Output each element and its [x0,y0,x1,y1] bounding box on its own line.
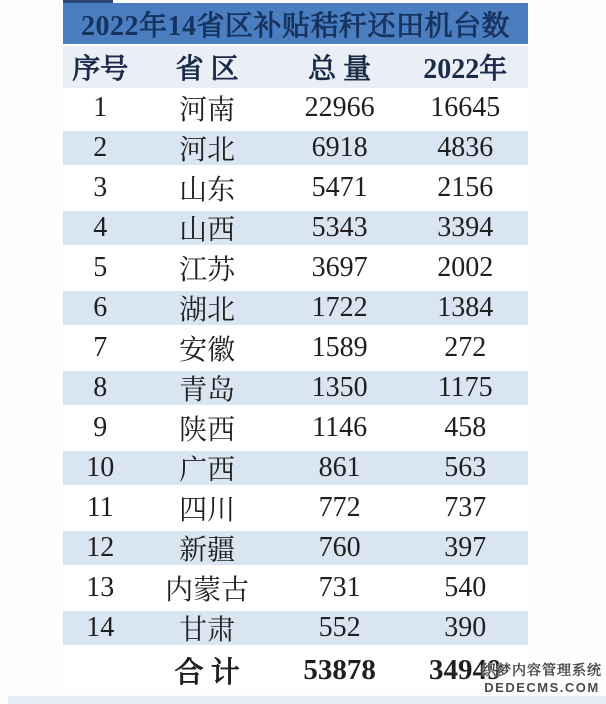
cell-province: 陕西 [179,415,236,446]
cell-province: 青岛 [179,375,236,406]
cell-province: 河南 [179,95,236,126]
cell-province: 安徽 [179,335,236,366]
cell-index: 14 [86,612,115,643]
cell-total: 1722 [311,292,368,323]
column-header-province: 省 区 [175,54,239,85]
cell-total: 552 [318,612,361,643]
cell-total: 3697 [311,252,368,283]
cell-2022: 563 [444,452,487,483]
cell-province: 甘肃 [179,615,236,646]
cell-2022: 272 [444,332,487,363]
table-row [63,528,528,568]
subsidy-table [63,3,528,692]
cell-total: 1146 [312,412,368,443]
cell-2022: 16645 [430,92,501,123]
table-row [63,248,528,288]
cell-2022: 397 [444,532,487,563]
cell-total: 6918 [311,132,368,163]
cell-index: 8 [93,372,108,403]
cell-index: 12 [86,532,115,563]
cell-province: 新疆 [179,535,236,566]
table-row [63,88,528,128]
table-title-text: 2022年14省区补贴秸秆还田机台数 [80,10,510,42]
cell-2022: 2002 [437,252,494,283]
watermark-site-text: DEDECMS.COM [484,679,600,695]
footer-cell-total: 53878 [303,653,376,686]
cell-2022: 458 [444,412,487,443]
cell-2022: 1384 [437,292,494,323]
cell-province: 广西 [179,455,236,486]
table-footer-row [63,648,528,692]
column-header-index: 序号 [72,54,129,85]
cell-province: 江苏 [179,255,236,286]
table-row [63,328,528,368]
cell-province: 内蒙古 [165,575,250,606]
cell-index: 9 [93,412,108,443]
cell-index: 5 [93,252,108,283]
cell-total: 1589 [311,332,368,363]
cell-total: 5471 [311,172,368,203]
cell-index: 11 [86,492,114,523]
cell-index: 3 [93,172,108,203]
bottom-edge-strip [8,696,606,704]
table-row [63,608,528,648]
cell-province: 湖北 [179,295,236,326]
table-row [63,208,528,248]
footer-cell-label: 合 计 [174,656,240,689]
table-row [63,128,528,168]
cell-2022: 540 [444,572,487,603]
table-row [63,488,528,528]
cell-total: 22966 [304,92,375,123]
table-row [63,568,528,608]
cell-total: 760 [318,532,361,563]
cell-total: 772 [318,492,361,523]
cell-2022: 737 [444,492,487,523]
cell-2022: 3394 [437,212,494,243]
footer-cell-2022: 34949 [428,653,502,686]
cell-province: 山东 [179,175,236,206]
cell-2022: 2156 [437,172,494,203]
cell-index: 2 [93,132,108,163]
column-header-2022: 2022年 [423,54,508,85]
cell-index: 7 [93,332,108,363]
table-row [63,168,528,208]
table-title [63,3,528,44]
cell-province: 河北 [179,135,236,166]
table-row [63,288,528,328]
column-header-total: 总 量 [308,54,372,85]
cell-index: 13 [86,572,115,603]
cell-2022: 390 [444,612,487,643]
cell-province: 四川 [179,495,236,526]
cell-index: 4 [93,212,108,243]
cell-total: 861 [318,452,361,483]
table-body [63,88,528,648]
table-row [63,368,528,408]
cell-2022: 4836 [437,132,494,163]
cell-total: 1350 [311,372,368,403]
table-header-row [63,46,528,88]
cell-2022: 1175 [437,372,493,403]
cell-total: 5343 [311,212,368,243]
cell-index: 10 [86,452,115,483]
cell-index: 1 [93,92,108,123]
cell-total: 731 [318,572,361,603]
cell-province: 山西 [179,215,236,246]
watermark [482,662,602,696]
table-row [63,408,528,448]
cell-index: 6 [93,292,108,323]
watermark-cn-text: 织梦内容管理系统 [482,662,602,679]
table-row [63,448,528,488]
